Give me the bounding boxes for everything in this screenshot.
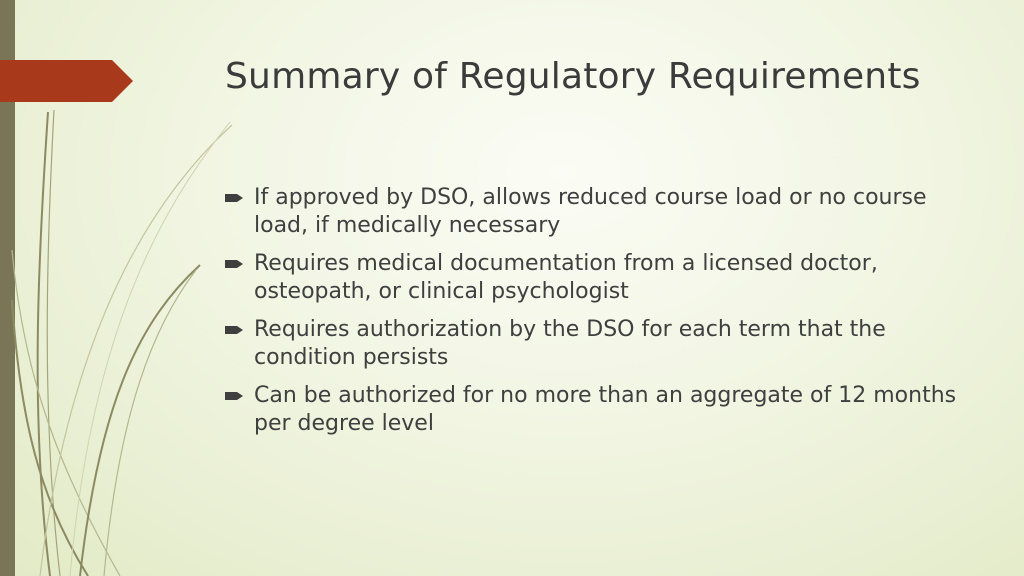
title-accent-arrow xyxy=(0,60,133,102)
bullet-text: Can be authorized for no more than an aggregate of 12 months per degree level xyxy=(254,383,957,436)
bullet-item xyxy=(225,382,985,438)
bullet-item xyxy=(225,184,985,240)
bullet-item xyxy=(225,250,985,306)
bullet-arrow-icon xyxy=(225,193,243,203)
bullet-text: Requires authorization by the DSO for each term that the condition persists xyxy=(254,317,886,370)
bullet-text: Requires medical documentation from a licensed doctor, osteopath, or clinical psychologist xyxy=(254,251,878,304)
bullet-item xyxy=(225,316,985,372)
bullet-arrow-icon xyxy=(225,391,243,401)
bullet-list xyxy=(225,184,985,448)
bullet-arrow-icon xyxy=(225,325,243,335)
slide-title: Summary of Regulatory Requirements xyxy=(225,56,921,97)
bullet-text: If approved by DSO, allows reduced course load or no course load, if medically necessary xyxy=(254,185,927,238)
bullet-arrow-icon xyxy=(225,259,243,269)
